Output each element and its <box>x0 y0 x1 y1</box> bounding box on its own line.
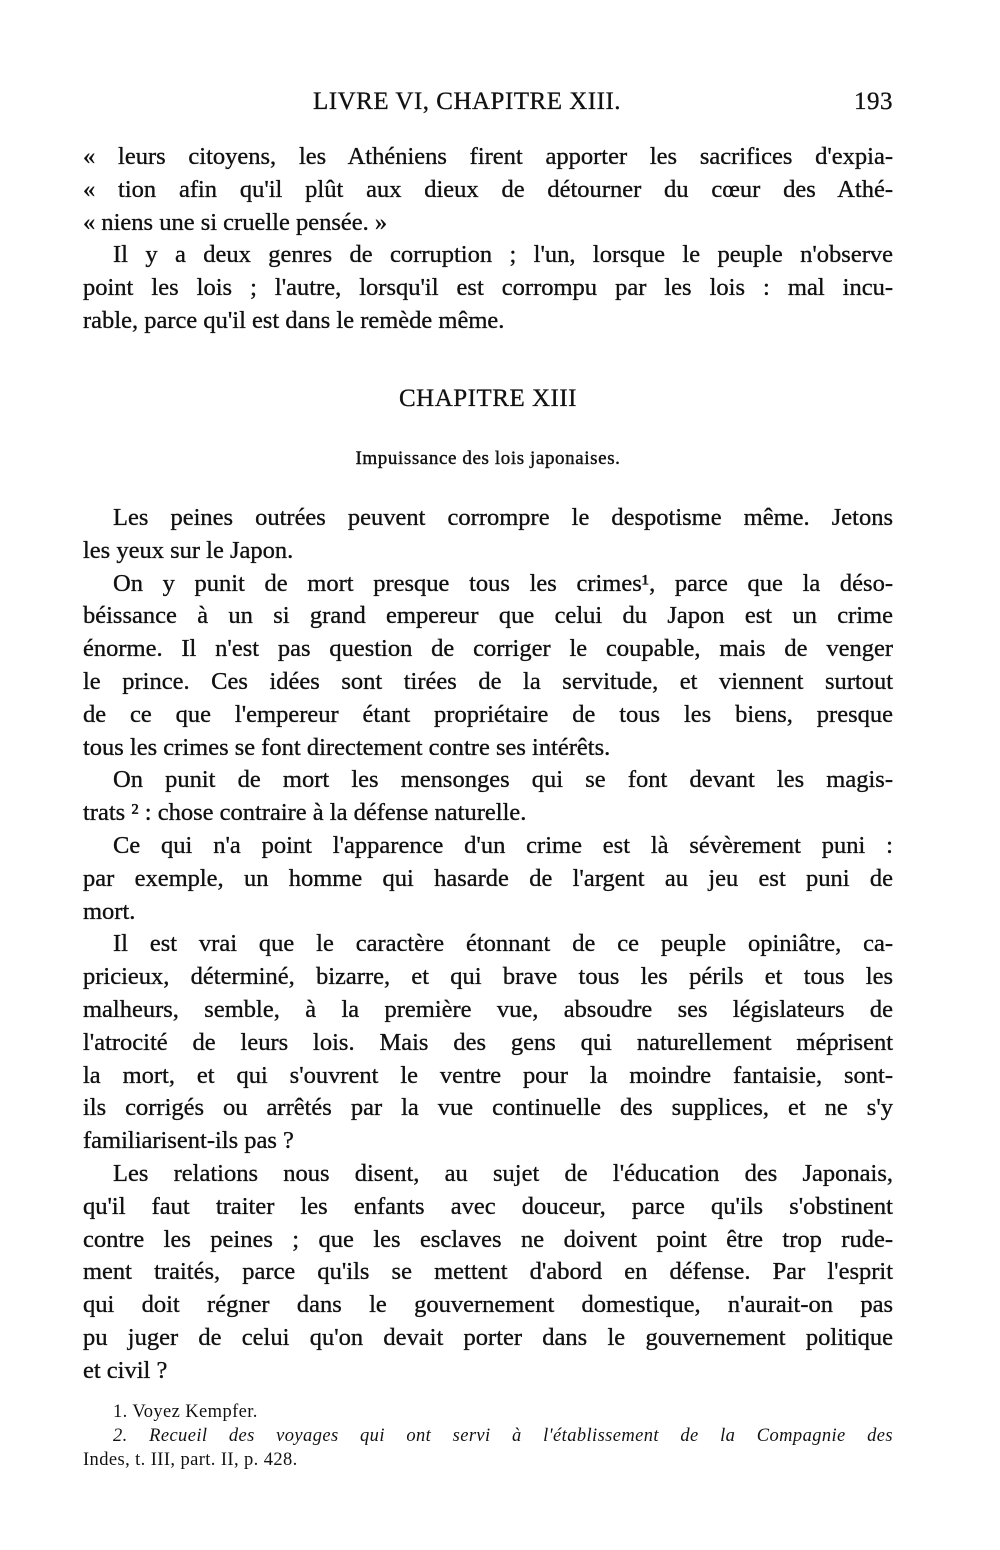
footnote-line: 1. Voyez Kempfer. <box>113 1402 258 1422</box>
text-line: Les peines outrées peuvent corrompre le despotisme même. Jetons <box>113 504 893 531</box>
text-line: point les lois ; l'autre, lorsqu'il est corrompu par les lois : mal incu- <box>83 274 893 302</box>
text-line: les yeux sur le Japon. <box>83 536 294 564</box>
text-line: trats ² : chose contraire à la défense naturelle. <box>83 799 527 827</box>
text-line: contre les peines ; que les esclaves ne doivent point être trop rude- <box>83 1225 893 1253</box>
text-line: rable, parce qu'il est dans le remède même. <box>83 306 505 334</box>
text-line: malheurs, semble, à la première vue, absoudre ses législateurs de <box>83 995 893 1023</box>
page-number: 193 <box>854 88 893 115</box>
text-line: mort. <box>83 897 136 925</box>
text-line: Il est vrai que le caractère étonnant de ce peuple opiniâtre, ca- <box>113 930 893 958</box>
text-line: qu'il faut traiter les enfants avec douceur, parce qu'ils s'obstinent <box>83 1192 893 1220</box>
text-line: énorme. Il n'est pas question de corriger le coupable, mais de venger <box>83 635 893 663</box>
text-line: le prince. Ces idées sont tirées de la servitude, et viennent surtout <box>83 667 893 695</box>
text-line: ment traités, parce qu'ils se mettent d'abord en défense. Par l'esprit <box>83 1258 893 1286</box>
text-line: la mort, et qui s'ouvrent le ventre pour la moindre fantaisie, sont- <box>83 1061 893 1089</box>
text-line: et civil ? <box>83 1356 168 1384</box>
footnote-line: Indes, t. III, part. II, p. 428. <box>83 1450 298 1470</box>
footnote-line: 2. Recueil des voyages qui ont servi à l'établissement de la Compagnie des <box>113 1426 893 1446</box>
chapter-subtitle: Impuissance des lois japonaises. <box>355 448 621 469</box>
text-line: de ce que l'empereur étant propriétaire de tous les biens, presque <box>83 700 893 728</box>
text-line: « niens une si cruelle pensée. » <box>83 208 388 236</box>
chapter-title: CHAPITRE XIII <box>398 385 577 412</box>
text-line: par exemple, un homme qui hasarde de l'argent au jeu est puni de <box>83 864 893 892</box>
text-line: pricieux, déterminé, bizarre, et qui brave tous les périls et tous les <box>83 963 893 991</box>
text-line: On y punit de mort presque tous les crimes¹, parce que la déso- <box>113 569 893 597</box>
text-line: ils corrigés ou arrêtés par la vue continuelle des supplices, et ne s'y <box>83 1094 893 1122</box>
text-line: « tion afin qu'il plût aux dieux de détourner du cœur des Athé- <box>83 175 893 203</box>
running-title: LIVRE VI, CHAPITRE XIII. <box>313 88 622 115</box>
text-line: tous les crimes se font directement contre ses intérêts. <box>83 733 611 761</box>
text-line: pu juger de celui qu'on devait porter dans le gouvernement politique <box>83 1323 893 1351</box>
text-line: Ce qui n'a point l'apparence d'un crime est là sévèrement puni : <box>113 831 893 859</box>
text-line: Les relations nous disent, au sujet de l'éducation des Japonais, <box>113 1159 893 1187</box>
text-line: Il y a deux genres de corruption ; l'un, lorsque le peuple n'observe <box>113 241 893 269</box>
chapter-body <box>83 502 893 1388</box>
text-line: « leurs citoyens, les Athéniens firent apporter les sacrifices d'expia- <box>83 143 893 170</box>
footnotes <box>83 1400 893 1472</box>
opening-paragraphs <box>83 141 893 338</box>
text-line: béissance à un si grand empereur que celui du Japon est un crime <box>83 602 893 630</box>
text-line: familiarisent-ils pas ? <box>83 1127 294 1155</box>
text-line: l'atrocité de leurs lois. Mais des gens qui naturellement méprisent <box>83 1028 893 1056</box>
text-line: qui doit régner dans le gouvernement domestique, n'aurait-on pas <box>83 1291 893 1319</box>
running-header <box>83 88 893 122</box>
text-line: On punit de mort les mensonges qui se font devant les magis- <box>113 766 893 794</box>
